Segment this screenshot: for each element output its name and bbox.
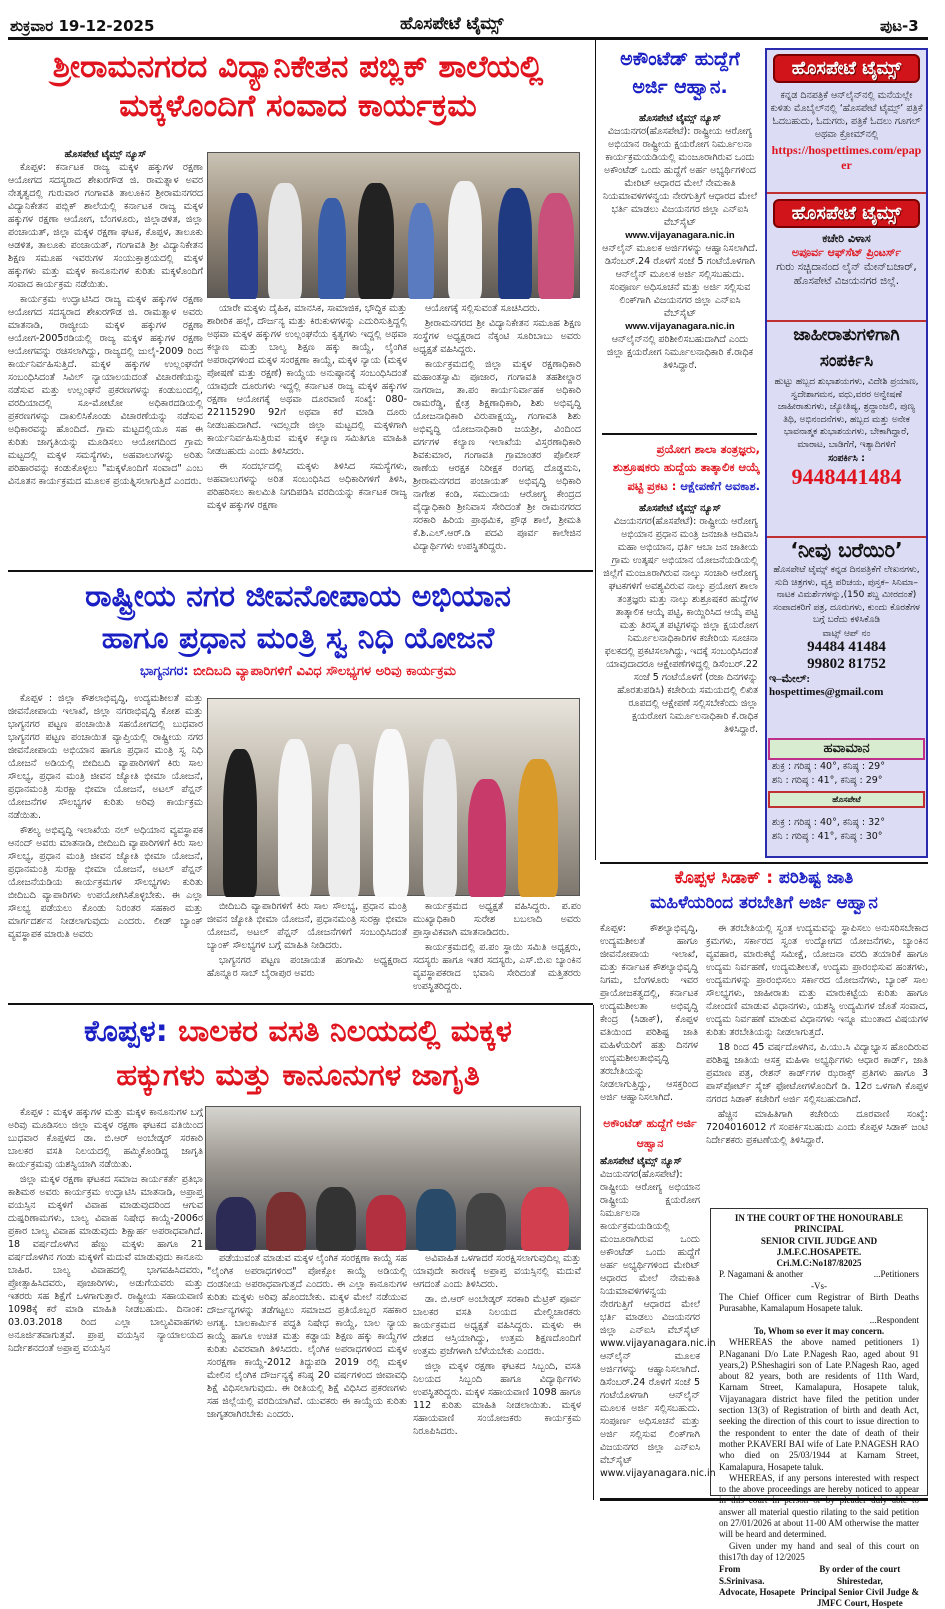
section-rule	[8, 1003, 593, 1005]
section-rule	[8, 570, 593, 572]
byline: ಹೊಸಪೇಟೆ ಟೈಮ್ಸ್ ನ್ಯೂಸ್	[600, 1156, 682, 1167]
paragraph: ಆನ್‌ಲೈನ್‌ನಲ್ಲಿ ಪರಿಶೀಲಿಸಬಹುದಾಗಿದೆ ಎಂದು ಜಿಲ್ಲಾ ಕ್ಷಯರೋಗ ನಿರ್ಮೂಲನಾಧಿಕಾರಿ ಕೆ.ರಾಧಿಕ ತಿಳಿಸಿದ್ದಾರೆ.	[606, 334, 754, 371]
court-from	[719, 1564, 795, 1609]
order-line: Shirestedar,	[836, 1575, 883, 1586]
petitioner: P. Nagamani & another	[719, 1269, 803, 1280]
article2-col1	[8, 692, 203, 998]
paragraph: ಆಯೋಗಕ್ಕೆ ಸಲ್ಲಿಸುವಂತೆ ಸೂಚಿಸಿದರು.	[425, 303, 541, 314]
case-number: Cri.M.C:No187/82025	[776, 1258, 862, 1269]
article2-col3	[413, 900, 581, 1000]
whatsapp-phone: 99802 81752	[807, 655, 886, 672]
court-head: SENIOR CIVIL JUDGE AND J.M.F.C.HOSAPETE.	[760, 1235, 878, 1257]
respondent: The Chief Officer cum Registrar of Birth Deaths Purasabhe, Kamalapum Hosapete taluk.	[719, 1292, 919, 1314]
event-photo	[207, 698, 580, 896]
title-line: ಪ್ರಯೋಗ ಶಾಲಾ ತಂತ್ರಜ್ಞರು,	[656, 442, 760, 456]
headline-blue: ಪರಿಶಿಷ್ಟ ಜಾತಿ	[778, 868, 854, 888]
issue-date: ಶುಕ್ರವಾರ 19-12-2025	[10, 17, 155, 35]
title-line: ಶುಶ್ರೂಷಕರು ಹುದ್ದೆಯ ತಾತ್ಕಾಲಿಕ ಆಯ್ಕೆ	[612, 460, 760, 475]
contact-label: ಸಂಪರ್ಕಿಸಿ :	[828, 453, 865, 464]
weather-row: ಶುಕ್ರ : ಗರಿಷ್ಠ : 40°, ಕನಿಷ್ಠ : 32°	[772, 817, 885, 828]
ads-text: ಹುಟ್ಟು ಹಬ್ಬದ ಶುಭಾಶಯಗಳು, ವಿದೇಶಿ ಪ್ರಯಾಣ, ಸ್ವದೇಶಾಗಮನ, ವಧು,ವರರ ಅನ್ವೇಷಣೆ ಜಾಹೀರಾತುಗಳು, ಜ್ಯೋತಿಷ್ಯ, ಶ್ರದ್ಧಾಂಜಲಿ, ಪುಣ್ಯ ತಿಥಿ, ಅಭಿನಂದನೆಗಳು, ಹಬ್ಬದ ಮತ್ತು ಅನೇಕ ಭಾವನಾತ್ಮಕ ಶುಭಾಶಯಗಳು, ಬೇಕಾಗಿದ್ದಾರೆ, ಮಾರಾಟ, ಬಾಡಿಗೆಗೆ, ಇತ್ಯಾದಿಗಳಿಗೆ	[774, 377, 919, 450]
title-line: ಅರ್ಜಿ ಆಹ್ವಾನ.	[632, 75, 728, 98]
article3-headline	[8, 1010, 588, 1097]
cidak-headline	[600, 866, 928, 915]
paragraph: 18 ರಿಂದ 45 ವರ್ಷದೊಳಗಿನ, ಪಿ.ಯು.ಸಿ ವಿದ್ಯಾಭ್ಯಾಸ ಹೊಂದಿರುವ ಪರಿಶಿಷ್ಟ ಜಾತಿಯ ಆಸಕ್ತ ಮಹಿಳಾ ಅಭ್ಯರ್ಥಿಗಳು ಆಧಾರ ಕಾರ್ಡ್, ಜಾತಿ ಪ್ರಮಾಣ ಪತ್ರ, ರೇಶನ್ ಕಾರ್ಡ್‌ಗಳ ಝರಾಕ್ಸ್ ಪ್ರತಿಗಳು ಹಾಗೂ 3 ಪಾಸ್‌ಪೋರ್ಟ್ ಸೈಜ್ ಫೋಟೋಗಳೊಂದಿಗೆ ಡಿ. 12ರ ಒಳಗಾಗಿ ಕೊಪ್ಪಳ ನಗರದ ಸಿಡಾಕ್ ಕಚೇರಿಗೆ ಅರ್ಜಿ ಸಲ್ಲಿಸಬಹುದಾಗಿದೆ.	[706, 1042, 928, 1105]
weather-title: ಹವಾಮಾನ	[768, 738, 925, 760]
paragraph: ಡಾ. ಬಿ.ಆರ್ ಅಂಬೇಡ್ಕರ್ ಸರಕಾರಿ ಮೆಟ್ರಿಕ್ ಪೂರ್ವ ಬಾಲಕರ ವಸತಿ ನಿಲಯದ ಮೇಲ್ವಿಚಾರಕರು ಕಾರ್ಯಕ್ರಮದ ಅಧ್ಯಕ್ಷತೆ ವಹಿಸಿದ್ದರು. ಮಕ್ಕಳು ಈ ದೇಶದ ಆಸ್ತಿಯಾಗಿದ್ದು, ಉತ್ತಮ ಶಿಕ್ಷಣದೊಂದಿಗೆ ಉತ್ತಮ ಪ್ರಜೆಗಳಾಗಿ ಬೆಳೆಯಬೇಕು ಎಂದರು.	[413, 1294, 581, 1357]
column-divider	[595, 40, 596, 860]
petitioner-role: ...Petitioners	[873, 1269, 919, 1280]
headline-red: ಕೊಪ್ಪಳ ಸಿಡಾಕ್ :	[674, 868, 773, 888]
article1-col1	[8, 148, 203, 562]
page-number: ಪುಟ-3	[880, 17, 919, 35]
paragraph: ಕೊಪ್ಪಳ : ಜಿಲ್ಲಾ ಕೌಶಲಾಭಿವೃದ್ಧಿ, ಉದ್ಯಮಶೀಲತೆ ಮತ್ತು ಜೀವನೋಪಾಯ ಇಲಾಖೆ, ಜಿಲ್ಲಾ ನಗರಾಭಿವೃದ್ಧಿ ಕೋಶ ಮತ್ತು ಭಾಗ್ಯನಗರ ಪಟ್ಟಣ ಪಂಚಾಯಿತಿ ಸಹಯೋಗದಲ್ಲಿ ಬುಧವಾರ ಭಾಗ್ಯನಗರ ಪಟ್ಟಣ ಪಂಚಾಯಿತ ವ್ಯಾಪ್ತಿಯಲ್ಲಿ ರಾಷ್ಟ್ರೀಯ ನಗರ ಜೀವನೋಪಾಯ ಅಭಿಯಾನ ಹಾಗೂ ಪ್ರಧಾನ ಮಂತ್ರಿ ಸ್ವ ನಿಧಿ ಯೋಜನೆ ಅಡಿಯಲ್ಲಿ ಬೀದಿಬದಿ ವ್ಯಾಪಾರಿಗಳಿಗೆ ಕಿರು ಸಾಲ ಸೌಲಭ್ಯ, ಪ್ರಧಾನ ಮಂತ್ರಿ ಜೀವನ ಜ್ಯೋತಿ ಭೀಮಾ ಯೋಜನೆ, ಪ್ರಧಾನಮಂತ್ರಿ ಸುರಕ್ಷಾ ಭೀಮಾ ಯೋಜನೆ, ಅಟಲ್ ಪೆನ್ಷನ್ ಯೋಜನೆಗಳ ಸೌಲಭ್ಯಗಳ ಕುರಿತು ಅರಿವು ಕಾರ್ಯಕ್ರಮ ನಡೆಯಿತು.	[8, 693, 203, 821]
paragraph: Given under my hand and seal of this court on this17th day of 12/2025	[719, 1540, 919, 1562]
article1-headline	[8, 48, 588, 126]
byline: ಹೊಸಪೇಟೆ ಟೈಮ್ಸ್ ನ್ಯೂಸ್	[639, 503, 721, 514]
write-title: ‘ನೀವು ಬರೆಯಿರಿ’	[790, 538, 903, 562]
cidak-left	[600, 922, 698, 1110]
byline: ಹೊಸಪೇಟೆ ಟೈಮ್ಸ್ ನ್ಯೂಸ್	[64, 149, 147, 160]
weather	[768, 738, 925, 844]
footer-rule	[600, 1498, 928, 1501]
section-rule	[602, 433, 757, 435]
paragraph: ಕಾರ್ಯಕ್ರಮ ಉದ್ಘಾಟಿಸಿದ ರಾಜ್ಯ ಮಕ್ಕಳ ಹಕ್ಕುಗಳ ರಕ್ಷಣಾ ಆಯೋಗದ ಸದಸ್ಯರಾದ ಶೇಖರಗೌಡ ಜಿ. ರಾಮತ್ನಾಳ ಅವರು ಮಾತನಾಡಿ, ರಾಜ್ಯೀಯ ಮಕ್ಕಳ ಹಕ್ಕುಗಳ ರಕ್ಷಣಾ ಆಯೋಗ-2005ರಡಿಯಲ್ಲಿ ರಾಜ್ಯ ಮಕ್ಕಳ ಹಕ್ಕುಗಳ ರಕ್ಷಣಾ ಆಯೋಗವನ್ನು ರಚಿಸಲಾಗಿದ್ದು, ರಾಜ್ಯದಲ್ಲಿ ಜುಲೈ-2009 ರಿಂದ ಕಾರ್ಯನಿರ್ವಹಿಸುತ್ತಿದೆ. ಮಕ್ಕಳ ಹಕ್ಕುಗಳ ಉಲ್ಲಂಘನೆಗೆ ಸಂಬಂಧಿಸಿದಂತೆ ಸಿವಿಲ್ ನ್ಯಾಯಾಲಯದಂತೆ ವಿಚಾರಣೆಯನ್ನು ನಡೆಸುವ ಮತ್ತು ಉಲ್ಲಂಘನೆ ಪ್ರಕರಣಗಳನ್ನು ಕಂಡುಬಂದಲ್ಲಿ, ವರದಿಯಾದಲ್ಲಿ ಸೂ-ಮೋಟೋ ಅಧಿಕಾರದಡಿಯಲ್ಲಿ ಪ್ರಕರಣಗಳನ್ನು ದಾಖಲಿಸಿಕೊಂಡು ವಿಚಾರಣೆಯನ್ನು ನಡೆಸುವ ಅಧಿಕಾರವನ್ನು ಹೊಂದಿದೆ. ಗ್ರಾಮ ಮಟ್ಟದಲ್ಲಿಯೂ ಸಹ ಈ ಕುರಿತು ಜಾಗೃತಿಯನ್ನು ಮೂಡಿಸಲು ಆಯೋಗದಿಂದ ಗ್ರಾಮ ಮಟ್ಟದಲ್ಲಿ ಮಕ್ಕಳ ಸಮಸ್ಯೆಗಳು, ಅಹವಾಲುಗಳನ್ನು ಅರಿತು ಪರಿಹಾರವನ್ನು ಕಂಡುಕೊಳ್ಳಲು "ಮಕ್ಕಳೊಂದಿಗೆ ಸಂವಾದ" ಎಂಬ ವಿನೂತನ ಕಾರ್ಯಕ್ರಮದ ಮೂಲಕ ಪ್ರಯತ್ನಿಸಲಾಗುತ್ತಿದೆ ಎಂದರು.	[8, 294, 203, 487]
weather-city: ಹೊಸಪೇಟೆ	[768, 791, 925, 808]
court-order	[801, 1564, 919, 1609]
versus: -Vs-	[811, 1280, 827, 1291]
event-photo	[207, 152, 580, 298]
headline-line	[8, 1010, 588, 1054]
headline-blue: ಮಹಿಳೆಯರಿಂದ ತರಬೇತಿಗೆ ಅರ್ಜಿ ಆಹ್ವಾನ	[650, 892, 878, 913]
paragraph: ವಿಜಯನಗರ(ಹೊಸಪೇಟೆ): ರಾಷ್ಟ್ರೀಯ ಆರೋಗ್ಯ ಅಭಿಯಾನ ರಾಷ್ಟ್ರೀಯ ಕ್ಷಯರೋಗ ನಿರ್ಮೂಲನಾ ಕಾರ್ಯಕ್ರಮಯಡಿಯಲ್ಲಿ ಮಂಜೂರಾಗಿರುವ ಒಂದು ಅಕೌಂಟೆಡ್ ಒಂದು ಹುದ್ದೆಗೆ ಅರ್ಹ ಅಭ್ಯರ್ಥಿಗಳಿಂದ ಮೇರಿಟ್ ಆಧಾರದ ಮೇಲೆ ನೇಮಕಾತಿ ನಿಯಮಾವಳಿಗಳನ್ವಯ ನೇರಗುತ್ತಿಗೆ ಆಧಾರದ ಮೇಲೆ ಭರ್ತಿ ಮಾಡಲು ವಿಜಯನಗರ ಜಿಲ್ಲಾ ಎನ್‌ಐಸಿ ವೆಬ್‌ಸೈಟ್ www.vijayanagara.nic.in ಆನ್‌ಲೈನ್ ಮೂಲಕ ಅರ್ಜಿಗಳನ್ನು ಆಹ್ವಾನಿಸಲಾಗಿದೆ. ಡಿಸೆಂಬರ್.24 ರೊಳಗೆ ಸಂಜೆ 5 ಗಂಟೆಯೊಳಗಾಗಿ ಆನ್‌ಲೈನ್ ಮೂಲಕ ಅರ್ಜಿ ಸಲ್ಲಿಸಬಹುದು. ಸಂಪೂರ್ಣ ಅಧಿಸೂಚನೆ ಮತ್ತು ಅರ್ಜಿ ಸಲ್ಲಿಸುವ ಲಿಂಕ್‌ಗಾಗಿ ವಿಜಯನಗರ ಜಿಲ್ಲಾ ಎನ್‌ಐಸಿ ವೆಬ್‌ಸೈಟ್ www.vijayanagara.nic.in	[600, 1169, 716, 1479]
article1-col2	[207, 302, 407, 562]
website-link[interactable]: www.vijayanagara.nic.in	[625, 321, 735, 332]
paragraph: ಅವಿವಾಹಿತ ಒಳಗಾದರೆ ಸಂರಕ್ಷಿಸಲಾಗುವುದಿಲ್ಲ ಮತ್ತು ಯಾವುದೇ ಕಾರಣಕ್ಕೆ ಅಪ್ರಾಪ್ತ ವಯಸ್ಸಿನಲ್ಲಿ ಮದುವೆ ಆಗದಂತೆ ಎಂದು ತಿಳಿಸಿದರು.	[413, 1253, 582, 1290]
ads-title: ಸಂಪರ್ಕಿಸಿ	[819, 351, 874, 371]
article2-col2	[207, 900, 407, 1000]
title-tail: ಆಕ್ಷೇಪಣೆಗೆ ಅವಕಾಶ.	[680, 478, 760, 493]
court-head: IN THE COURT OF THE HONOURABLE PRINCIPAL	[734, 1213, 904, 1235]
ads-phone: 9448441484	[791, 464, 902, 489]
accountant-title	[600, 46, 760, 101]
accountant-body	[602, 112, 758, 430]
hospet-times-logo: ಹೊಸಪೇಟೆ ಟೈಮ್ಸ್	[773, 54, 920, 83]
article2-headline	[8, 576, 588, 660]
byline: ಹೊಸಪೇಟೆ ಟೈಮ್ಸ್ ನ್ಯೂಸ್	[639, 113, 721, 124]
accountant-small-body	[600, 1155, 716, 1500]
subhead-place: ಭಾಗ್ಯನಗರ:	[139, 664, 189, 679]
article2-subheadline	[8, 664, 588, 679]
article3-col2	[207, 1252, 407, 1500]
paragraph: ಕೊಪ್ಪಳ: ಕೌಶಲ್ಯಾಭಿವೃದ್ಧಿ, ಉದ್ಯಮಶೀಲತೆ ಹಾಗೂ ಜೀವನೋಪಾಯ ಇಲಾಖೆ, ಮತ್ತು ಕರ್ನಾಟಕ ಕೌಶಲ್ಯಾಭಿವೃದ್ಧಿ ನಿಗಮ, ಬೆಂಗಳೂರು ಇವರ ಪ್ರಾಯೋಜಕತ್ವದಲ್ಲಿ, ಕರ್ನಾಟಕ ಉದ್ಯಮಶೀಲತಾ ಅಭಿವೃದ್ಧಿ ಕೇಂದ್ರ (ಸಿಡಾಕ್), ಕೊಪ್ಪಳ ವತಿಯಿಂದ ಪರಿಶಿಷ್ಟ ಜಾತಿ ಮಹಿಳೆಯರಿಗೆ ಹತ್ತು ದಿನಗಳ ಉದ್ಯಮಶೀಲತಾಭಿವೃದ್ಧಿ ತರಬೇತಿಯನ್ನು ನೀಡಲಾಗುತ್ತಿದ್ದು, ಆಸಕ್ತರಿಂದ ಅರ್ಜಿ ಆಹ್ವಾನಿಸಲಾಗಿದೆ.	[600, 923, 698, 1103]
weather-row: ಶನಿ : ಗರಿಷ್ಠ : 41°, ಕನಿಷ್ಠ : 29°	[772, 775, 883, 786]
paragraph: ಕಾರ್ಯಕ್ರಮದಲ್ಲಿ ಜಿಲ್ಲಾ ಮಕ್ಕಳ ರಕ್ಷಣಾಧಿಕಾರಿ ಮಹಾಂತಸ್ವಾಮಿ ಪೂಜಾರ, ಗಂಗಾವತಿ ತಹಶೀಲ್ದಾರ ನಾಗರಾಜ, ತಾ.ಪಂ ಕಾರ್ಯನಿರ್ವಾಹಕ ಅಧಿಕಾರಿ ರಾಮರೆಡ್ಡಿ, ಕ್ಷೇತ್ರ ಶಿಕ್ಷಣಾಧಿಕಾರಿ, ಶಿಶು ಅಭಿವೃದ್ಧಿ ಯೋಜನಾಧಿಕಾರಿ ವಿರುಪಾಕ್ಷಯ್ಯ, ಗಂಗಾವತಿ ಶಿಶು ಅಭಿವೃದ್ಧಿ ಯೋಜನಾಧಿಕಾರಿ ಜಯಶ್ರೀ, ವಿಂದಿಂದ ವರ್ಗಗಳ ಕಲ್ಯಾಣ ಇಲಾಖೆಯ ವಿಸ್ತರಣಾಧಿಕಾರಿ ಶಿವಕುಮಾರ, ಗಂಗಾವತಿ ಗ್ರಾಮಾಂತರ ಪೊಲೀಸ್ ಠಾಣೆಯ ಆರಕ್ಷಕ ನಿರೀಕ್ಷಕ ರಂಗಪ್ಪ ದೊಡ್ಡಮನಿ, ಶ್ರೀರಾಮನಗರದ ಪಂಚಾಯತ್ ಅಭಿವೃದ್ಧಿ ಅಧಿಕಾರಿ ನಾಗೇಶ ಕಂಡಿ, ಸಮುದಾಯ ಆರೋಗ್ಯ ಕೇಂದ್ರದ ವೈದ್ಯಾಧಿಕಾರಿ ಶ್ರೀನಿವಾಸ ಸೇರಿದಂತೆ ಶ್ರೀ ರಾಮನಗರದ ಸರಕಾರಿ ಹಿರಿಯ ಪ್ರಾಥಮಿಕ, ಪ್ರೌಢ ಶಾಲೆ, ಶ್ರೀಮತಿ ಕೆ.ಶಿ.ಎಲ್.ಆರ್.ಡಿ ಪದವಿ ಪೂರ್ವ ಕಾಲೇಜಿನ ವಿದ್ಯಾರ್ಥಿಗಳು ಉಪಸ್ಥಿತರಿದ್ದರು.	[413, 359, 581, 552]
weather-row: ಶನಿ : ಗರಿಷ್ಠ : 41°, ಕನಿಷ್ಠ : 30°	[772, 831, 883, 842]
from-line: Advocate, Hosapete	[719, 1586, 795, 1597]
cidak-right	[706, 922, 928, 1206]
office-ad	[767, 195, 926, 288]
paragraph: WHEREAS, if any persons interested with respect to the above proceedings are hereby noticed to appear answer all material questio rilating to the said petition on 27/01/2026 at about 11-00 AM otherwise the matter will be heard and determined.	[719, 1472, 919, 1540]
from-line: S.Srinivasa.	[719, 1575, 765, 1586]
headline-place: ಕೊಪ್ಪಳ:	[84, 1014, 168, 1049]
office-address: ಗುರು ಸಚ್ಚಿದಾನಂದ ಲೈನ್ ಮೇನ್‌ಬಜಾರ್, ಹೊಸಪೇಟೆ ವಿಜಯನಗರ ಜಿಲ್ಲೆ.	[776, 261, 917, 287]
article1-col3	[413, 302, 581, 562]
headline-line: ರಾಷ್ಟ್ರೀಯ ನಗರ ಜೀವನೋಪಾಯ ಅಭಿಯಾನ	[85, 579, 511, 614]
paragraph: ಕೊಪ್ಪಳ: ಕರ್ನಾಟಕ ರಾಜ್ಯ ಮಕ್ಕಳ ಹಕ್ಕುಗಳ ರಕ್ಷಣಾ ಆಯೋಗದ ಸದಸ್ಯರಾದ ಶೇಖರಗೌಡ ಜಿ. ರಾಮತ್ನಾಳ ಅವರ ನೇತೃತ್ವದಲ್ಲಿ ಗುರುವಾರ ಗಂಗಾವತಿ ತಾಲೂಕಿನ ಶ್ರೀರಾಮನಗರದ ವಿದ್ಯಾನಿಕೇತನ ಪಬ್ಲಿಕ್ ಶಾಲೆಯಲ್ಲಿ ಕರ್ನಾಟಕ ರಾಜ್ಯ ಮಕ್ಕಳ ಹಕ್ಕುಗಳ ರಕ್ಷಣಾ ಆಯೋಗ, ಬೆಂಗಳೂರು, ಜಿಲ್ಲಾಡಳಿತ, ಜಿಲ್ಲಾ ಪಂಚಾಯತ್, ಜಿಲ್ಲಾ ಮಕ್ಕಳ ರಕ್ಷಣಾ ಘಟಕ, ಕೊಪ್ಪಳ, ತಾಲೂಕು ಆಡಳಿತ, ತಾಲೂಕು ಪಂಚಾಯತ್, ಗಂಗಾವತಿ ಶ್ರೀ ವಿದ್ಯಾನಿಕೇತನ ಶಿಕ್ಷಣ ಸಮೂಹ ಇವರುಗಳ ಸಂಯುಕ್ತಾಶ್ರಯದಲ್ಲಿ ಮಕ್ಕಳ ಹಕ್ಕುಗಳು ಮತ್ತು ಮಕ್ಕಳ ಕಾನೂನುಗಳ ಕುರಿತು ಮಕ್ಕಳೊಂದಿಗೆ ಸಂವಾದ ಕಾರ್ಯಕ್ರಮ ನಡೆಯಿತು.	[8, 162, 203, 290]
ads-contact	[767, 322, 926, 490]
court-notice	[710, 1208, 928, 1609]
from-line: From	[719, 1564, 741, 1575]
headline-text: ಬಾಲಕರ ವಸತಿ ನಿಲಯದಲ್ಲಿ ಮಕ್ಕಳ	[178, 1014, 512, 1049]
paragraph: ಹೆಚ್ಚಿನ ಮಾಹಿತಿಗಾಗಿ ಕಚೇರಿಯ ದೂರವಾಣಿ ಸಂಖ್ಯೆ: 7204016012 ಗೆ ಸಂಪರ್ಕಿಸಬಹುದು ಎಂದು ಕೊಪ್ಪಳ ಸಿಡಾಕ್ ಜಂಟಿ ನಿರ್ದೇಶಕರು ಪ್ರಕಟಣೆಯಲ್ಲಿ ತಿಳಿಸಿದ್ದಾರೆ.	[706, 1109, 928, 1146]
masthead: ಹೊಸಪೇಟೆ ಟೈಮ್ಸ್	[400, 14, 504, 34]
paragraph: ವಿಜಯನಗರ(ಹೊಸಪೇಟೆ): ರಾಷ್ಟ್ರೀಯ ಆರೋಗ್ಯ ಅಭಿಯಾನ ರಾಷ್ಟ್ರೀಯ ಕ್ಷಯರೋಗ ನಿರ್ಮೂಲನಾ ಕಾರ್ಯಕ್ರಮಯಡಿಯಲ್ಲಿ ಮಂಜೂರಾಗಿರುವ ಒಂದು ಅಕೌಂಟೆಡ್ ಒಂದು ಹುದ್ದೆಗೆ ಅರ್ಹ ಅಭ್ಯರ್ಥಿಗಳಿಂದ ಮೇರಿಟ್ ಆಧಾರದ ಮೇಲೆ ನೇಮಕಾತಿ ನಿಯಮಾವಳಿಗಳನ್ವಯ ನೇರಗುತ್ತಿಗೆ ಆಧಾರದ ಮೇಲೆ ಭರ್ತಿ ಮಾಡಲು ವಿಜಯನಗರ ಜಿಲ್ಲಾ ಎನ್‌ಐಸಿ ವೆಬ್‌ಸೈಟ್	[602, 126, 758, 228]
subhead-text: ಬೀದಿಬದಿ ವ್ಯಾಪಾರಿಗಳಿಗೆ ವಿವಿಧ ಸೌಲಭ್ಯಗಳ ಅರಿವು ಕಾರ್ಯಕ್ರಮ	[193, 664, 457, 679]
order-line: Principal Senior Civil Judge &	[800, 1586, 919, 1597]
title-line: ಅಕೌಂಟೆಡ್ ಹುದ್ದೆಗೆ ಅರ್ಜಿ	[603, 1117, 697, 1130]
write-text: ಹೊಸಪೇಟೆ ಟೈಮ್ಸ್ ಕನ್ನಡ ದಿನಪತ್ರಿಕೆಗೆ ಲೇಖನಗಳು, ಸುದಿ ಚಿತ್ರಗಳು, ವ್ಯಕ್ತಿ ಪರಿಚಯ, ಪುಸ್ತಕ– ಸಿನಿಮಾ–ನಾಟಕ ವಿಮರ್ಶೆಗಳನ್ನು,(150 ಶಬ್ದ ಮೀರದಂತೆ) ಸಂಪಾದಕರಿಗೆ ಪತ್ರ, ದೂರುಗಳು, ಕುಂದು ಕೊರತೆಗಳ ಬಗ್ಗೆ ಬರೆದು ಕಳಿಸಿಕೊಡಿ	[773, 565, 920, 625]
paragraph: ಕೊಪ್ಪಳ : ಮಕ್ಕಳ ಹಕ್ಕುಗಳ ಮತ್ತು ಮಕ್ಕಳ ಕಾನೂನುಗಳ ಬಗ್ಗೆ ಅರಿವು ಮೂಡಿಸಲು ಜಿಲ್ಲಾ ಮಕ್ಕಳ ರಕ್ಷಣಾ ಘಟಕದ ವತಿಯಿಂದ ಬುಧವಾರ ಕೊಪ್ಪಳದ ಡಾ. ಬಿ.ಆರ್ ಅಂಬೇಡ್ಕರ್ ಸರಕಾರಿ ಬಾಲಕರ ವಸತಿ ನಿಲಯದಲ್ಲಿ ಹಮ್ಮಿಕೊಂಡಿದ್ದ ಜಾಗೃತಿ ಕಾರ್ಯಕ್ರಮವು ಯಶಸ್ವಿಯಾಗಿ ನಡೆಯಿತು.	[8, 1107, 203, 1170]
headline-line: ಮಕ್ಕಳೊಂದಿಗೆ ಸಂವಾದ ಕಾರ್ಯಕ್ರಮ	[119, 87, 477, 124]
article3-col3	[413, 1252, 581, 1500]
paragraph: ಬೀದಿಬದಿ ವ್ಯಾಪಾರಿಗಳಿಗೆ ಕಿರು ಸಾಲ ಸೌಲಭ್ಯ, ಪ್ರಧಾನ ಮಂತ್ರಿ ಜೀವನ ಜ್ಯೋತಿ ಭೀಮಾ ಯೋಜನೆ, ಪ್ರಧಾನಮಂತ್ರಿ ಸುರಕ್ಷಾ ಭೀಮಾ ಯೋಜನೆ, ಅಟಲ್ ಪೆನ್ಷನ್ ಯೋಜನೆಗಳಿಗೆ ಸಂಬಂಧಿಸಿದಂತೆ ಬ್ಯಾಂಕ್ ಸೌಲಭ್ಯಗಳ ಬಗ್ಗೆ ಮಾಹಿತಿ ನೀಡಿದರು.	[207, 901, 407, 951]
section-rule	[600, 862, 928, 864]
paragraph: ವಿಜಯನಗರ(ಹೊಸಪೇಟೆ): ರಾಷ್ಟ್ರೀಯ ಆರೋಗ್ಯ ಅಭಿಯಾನ ಪ್ರಧಾನ ಮಂತ್ರಿ ಜನಜಾತಿ ಆದಿವಾಸಿ ಮಹಾ ಅಭಿಯಾನ, ಧರ್ತಿ ಆಬಾ ಜನ ಜಾತೀಯ ಗ್ರಾಮ ಉತ್ಕರ್ಷ ಅಭಿಯಾನ ಯೋಜನೆಯಡಿಯಲ್ಲಿ ಜಿಲ್ಲೆಗೆ ಮಂಜೂರಾಗಿರುವ ನಾಲ್ಕು ಸಂಚಾರಿ ಆರೋಗ್ಯ ಘಟಕಗಳಿಗೆ ಅವಶ್ಯವಿರುವ ನಾಲ್ಕು ಪ್ರಯೋಗ ಶಾಲಾ ತಂತ್ರಜ್ಞರು ಮತ್ತು ನಾಲ್ಕು ಶುಶ್ರೂಷಕರ ಹುದ್ದೆಗಳ ತಾತ್ಕಾಲಿಕ ಆಯ್ಕೆ ಪಟ್ಟಿ, ಕಾಯ್ದಿರಿಸಿದ ಆಯ್ಕೆ ಪಟ್ಟಿ ಮತ್ತು ತಿರಸ್ಕೃತ ಪಟ್ಟಿಗಳನ್ನು ಜಿಲ್ಲಾ ಕ್ಷಯರೋಗ ನಿರ್ಮೂಲನಾಧಿಕಾರಿಗಳ ಕಚೇರಿಯ ಸೂಚನಾ ಫಲಕದಲ್ಲಿ ಪ್ರಕಟಿಸಲಾಗಿದ್ದು, ಇದಕ್ಕೆ ಸಂಬಂಧಿಸಿದಂತೆ ಯಾವುದಾದರೂ ಆಕ್ಷೇಪಣೆಗಳಿದ್ದಲ್ಲಿ ಡಿಸೆಂಬರ್.22 ಸಂಜೆ 5 ಗಂಟೆಯೊಳಗೆ (ರಜಾ ದಿನಗಳನ್ನು ಹೊರತುಪಡಿಸಿ) ಕಚೇರಿಯ ಸಮಯದಲ್ಲಿ ಲಿಖಿತ ರೂಪದಲ್ಲಿ ಆಕ್ಷೇಪಣೆ ಸಲ್ಲಿಸಬೇಕೆಂದು ಜಿಲ್ಲಾ ಕ್ಷಯರೋಗ ನಿರ್ಮೂಲನಾಧಿಕಾರಿ ಕೆ.ರಾಧಿಕ ತಿಳಿಸಿದ್ದಾರೆ.	[603, 516, 758, 735]
court-to: To, Whom so ever it may concern.	[753, 1325, 885, 1336]
paragraph: ಕೌಶಲ್ಯ ಅಭಿವೃದ್ಧಿ ಇಲಾಖೆಯ ನಲ್ ಅಧಿಯಾನ ವ್ಯವಸ್ಥಾಪಕ ಆನಂದ್ ಅವರು ಮಾತನಾಡಿ, ಬೀದಿಬದಿ ವ್ಯಾಪಾರಿಗಳಿಗೆ ಕಿರು ಸಾಲ ಸೌಲಭ್ಯ, ಪ್ರಧಾನ ಮಂತ್ರಿ ಜೀವನ ಜ್ಯೋತಿ ಭೀಮಾ ಯೋಜನೆ, ಪ್ರಧಾನಮಂತ್ರಿ ಸುರಕ್ಷಾ ಭೀಮಾ ಯೋಜನೆ, ಅಟಲ್ ಪೆನ್ಷನ್ ಯೋಜನೆಯಡಿಯ ಕಾರ್ಯಕ್ರಮಗಳ ಸೌಲಭ್ಯಗಳು ಕುರಿತು ಬೀದಿಬದಿ ವ್ಯಾಪಾರಿಗಳು ಉಪಯೋಗಿಸಿಕೊಳ್ಳಬೇಕು. ಈ ಎಲ್ಲಾ ಸೌಲಭ್ಯ ಪಡೆಯಲು ಕೊಂಡು ನಿರಂತರ ಸಹಕಾರ ಮತ್ತು ಮಾರ್ಗದರ್ಶನ ನೀಡಲಾಗುವುದು ಎಂದರು. ಲೀಡ್ ಬ್ಯಾಂಕ್ ವ್ಯವಸ್ಥಾಪಕ ಮಾರುತಿ ಅವರು	[8, 825, 203, 940]
paragraph: ಪಡೆಯುವಂತೆ ಮಾಡುವ ಮಕ್ಕಳ ಲೈಂಗಿಕ ಸಂರಕ್ಷಣಾ ಕಾಯ್ದೆ ಸಹ "ಲೈಂಗಿಕ ಅಪರಾಧಗಳಿಂದ" ಪೋಕ್ಸೋ ಕಾಯ್ದೆ ಅಡಿಯಲ್ಲಿ ದಂಡನೀಯ ಅಪರಾಧವಾಗುತ್ತದೆ ಎಂದರು. ಈ ಎಲ್ಲಾ ಕಾನೂನುಗಳ ಕುರಿತು ಮಕ್ಕಳು ಅರಿವು ಹೊಂದಬೇಕು. ಮಕ್ಕಳ ಮೇಲೆ ನಡೆಯುವ ದೌರ್ಜನ್ಯಗಳನ್ನು ತಡೆಗಟ್ಟಲು ಸಮಾಜದ ಪ್ರತಿಯೊಬ್ಬರ ಸಹಕಾರ ಅಗತ್ಯ. ಬಾಲಕಾರ್ಮಿಕ ಪದ್ಧತಿ ನಿಷೇಧ ಕಾಯ್ದೆ, ಬಾಲ ನ್ಯಾಯ ಕಾಯ್ದೆ ಹಾಗೂ ಉಚಿತ ಮತ್ತು ಕಡ್ಡಾಯ ಶಿಕ್ಷಣ ಹಕ್ಕು ಕಾಯ್ದೆಗಳ ಕುರಿತು ವಿವರವಾಗಿ ತಿಳಿಸಿದರು. ಲೈಂಗಿಕ ಅಪರಾಧಗಳಿಂದ ಮಕ್ಕಳ ಸಂರಕ್ಷಣಾ ಕಾಯ್ದೆ-2012 ತಿದ್ದುಪಡಿ 2019 ರಲ್ಲಿ ಮಕ್ಕಳ ಮೇಲಿನ ಲೈಂಗಿಕ ದೌರ್ಜನ್ಯಕ್ಕೆ ಕನಿಷ್ಠ 20 ವರ್ಷಗಳಿಂದ ಜೀವಾವಧಿ ಶಿಕ್ಷೆ ವಿಧಿಸಲಾಗುವುದು. ಈ ರೀತಿಯಲ್ಲಿ ಶಿಕ್ಷೆ ವಿಧಿಸಿದ ಪ್ರಕರಣಗಳು ಸಹ ಜಿಲ್ಲೆಯಲ್ಲಿ ವರದಿಯಾಗಿವೆ. ಯುವಕರು ಈ ಕಾಯ್ದೆಯ ಕುರಿತು ಜಾಗೃತರಾಗಿರಬೇಕು ಎಂದರು.	[207, 1253, 407, 1420]
header-rule	[8, 37, 928, 40]
lab-notice-body	[602, 502, 758, 854]
paragraph: ಜಿಲ್ಲಾ ಮಕ್ಕಳ ರಕ್ಷಣಾ ಘಟಕದ ಸಿಬ್ಬಂದಿ, ವಸತಿ ನಿಲಯದ ಸಿಬ್ಬಂದಿ ಹಾಗೂ ವಿದ್ಯಾರ್ಥಿಗಳು ಉಪಸ್ಥಿತರಿದ್ದರು. ಮಕ್ಕಳ ಸಹಾಯವಾಣಿ 1098 ಹಾಗೂ 112 ಕುರಿತು ಮಾಹಿತಿ ನೀಡಲಾಯಿತು. ಮಕ್ಕಳ ಸಹಾಯವಾಣಿ ಸಂಯೋಜಕರು ಕಾರ್ಯಕ್ರಮ ನಿರೂಪಿಸಿದರು.	[413, 1361, 581, 1437]
website-link[interactable]: www.vijayanagara.nic.in	[625, 230, 735, 241]
press-name: ಅಪೂರ್ವ ಆಫ್‌ಸೆಟ್ ಪ್ರಿಂಟರ್ಸ್	[791, 246, 902, 259]
epaper-text: ಕನ್ನಡ ದಿನಪತ್ರಿಕೆ ಆನ್‌ಲೈನ್‌ನಲ್ಲಿ ಮನೆಯಲ್ಲೇ ಕುಳಿತು ಮೊಬೈಲ್‌ನಲ್ಲಿ ‘ಹೊಸಪೇಟೆ ಟೈಮ್ಸ್’ ಪತ್ರಿಕೆ ಓದಬಹುದು, ಓದುಗರು, ಪತ್ರಿಕೆ ಓದಲು ಗೂಗಲ್ ಅಥವಾ ಕ್ರೋಮ್‌ನಲ್ಲಿ	[770, 90, 923, 140]
email[interactable]: ಇ–ಮೇಲ್: hospettimes@gmail.com	[769, 672, 884, 698]
paragraph: ಕಾರ್ಯಕ್ರಮದಲ್ಲಿ ಪ.ಪಂ ಸ್ಥಾಯಿ ಸಮಿತಿ ಅಧ್ಯಕ್ಷರು, ಸದಸ್ಯರು ಹಾಗೂ ಇತರ ಸದಸ್ಯರು, ಎಸ್.ಬಿ.ಐ ಬ್ಯಾಂಕಿನ ವ್ಯವಸ್ಥಾಪಕರಾದ ಭವಾನಿ ಸೇರಿದಂತೆ ಮತ್ತಿತರರು ಉಪಸ್ಥಿತರಿದ್ದರು.	[413, 942, 581, 992]
divider	[767, 192, 926, 194]
paragraph: ಈ ಸಂದರ್ಭದಲ್ಲಿ ಮಕ್ಕಳು ತಿಳಿಸಿದ ಸಮಸ್ಯೆಗಳು, ಅಹವಾಲುಗಳನ್ನು ಅರಿತ ಸಂಬಂಧಿಸಿದ ಅಧಿಕಾರಿಗಳಿಗೆ ತಿಳಿಸಿ, ಪರಿಹರಿಸಲು ಕಾಲಮಿತಿ ನಿಗದಿಪಡಿಸಿ ವರದಿಯನ್ನು ಕರ್ನಾಟಕ ರಾಜ್ಯ ಮಕ್ಕಳ ಹಕ್ಕುಗಳ ರಕ್ಷಣಾ	[207, 461, 407, 511]
headline-line: ಹಕ್ಕುಗಳು ಮತ್ತು ಕಾನೂನುಗಳ ಜಾಗೃತಿ	[116, 1057, 480, 1093]
paragraph: WHEREAS the above named petitioners 1) P.Naganani D/o Late P.Nagesh Rao, aged about 91 years,2) P.Sheshagiri son of Late P.Nagesh Rao, aged about 82 years, both are residents of 11th Ward, Karnam Street, Kamalapura, Hosapete taluk, Vijayanagara district have filed the petition under section 13(3) of Registration of birth and death Act, seeking the direction of this court to issue direction to the respondent to enter the date of death of their mother P.KAVERI BAI wife of Late P.NAGESH RAO who died on 25/03/1944 at Karnam Street, Kamalapura, Hosapete taluk.	[719, 1337, 919, 1472]
title-line: ಅಕೌಂಟೆಡ್ ಹುದ್ದೆಗೆ	[620, 48, 740, 70]
epaper-ad	[767, 50, 926, 173]
headline-line: ಹಾಗೂ ಪ್ರಧಾನ ಮಂತ್ರಿ ಸ್ವ ನಿಧಿ ಯೋಜನೆ	[101, 621, 495, 656]
paragraph: ಈ ತರಬೇತಿಯಲ್ಲಿ ಸ್ವಂತ ಉದ್ಯಮವನ್ನು ಸ್ಥಾಪಿಸಲು ಅನುಸರಿಸಬೇಕಾದ ಕ್ರಮಗಳು, ಸರ್ಕಾರದ ಸ್ವಂತ ಉದ್ಯೋಗದ ಯೋಜನೆಗಳು, ಬ್ಯಾಂಕಿನ ವ್ಯವಹಾರ, ಮಾರುಕಟ್ಟೆ ಸಮೀಕ್ಷೆ, ಯೋಜನಾ ವರದಿ ತಯಾರಿಕೆ ಹಾಗೂ ಉದ್ಯಮ ನಿರ್ವಹಣೆ, ಉದ್ಯಮಶೀಲತೆ, ಉದ್ಯಮ ಪ್ರಾರಂಭಿಸುವ ಹಂತಗಳು, ಉದ್ಯಮಗಳನ್ನು ಪ್ರಾರಂಭಿಸಲು ಸರ್ಕಾರದ ಯೋಜನೆಗಳು, ಬ್ಯಾಂಕ್ ಸಾಲ ಸೌಲಭ್ಯಗಳು, ಜಾಹೀರಾತು ಮತ್ತು ಮಾರುಕಟ್ಟೆಯ ಕುರಿತು ಹಾಗೂ ನೋಂದಣಿ ಮಾಡುವ ವಿಧಾನಗಳು, ಯಶಸ್ವಿ ಉದ್ಯಮಿಗಳ ಜೊತೆ ಸಂವಾದ, ಉದ್ಯಮ ನಿರ್ವಹಣೆ ಮಾಡುವ ವಿಧಾನಗಳು ಇನ್ನೂ ಮುಂತಾದ ವಿಷಯಗಳ ಕುರಿತು ತರಬೇತಿಯನ್ನು ನೀಡಲಾಗುತ್ತದೆ.	[706, 923, 928, 1038]
order-line: By order of the court	[819, 1564, 901, 1575]
ads-title: ಜಾಹೀರಾತುಗಳಿಗಾಗಿ	[793, 325, 900, 345]
lab-notice-title	[600, 440, 760, 495]
office-label: ಕಚೇರಿ ವಿಳಾಸ	[822, 232, 871, 245]
paragraph: ಜಿಲ್ಲಾ ಮಕ್ಕಳ ರಕ್ಷಣಾ ಘಟಕದ ಸಮಾಜ ಕಾರ್ಯಕರ್ತೆ ಪ್ರತಿಭಾ ಕಾಶಿಮಠ ಅವರು ಕಾರ್ಯಕ್ರಮ ಉದ್ಘಾಟಿಸಿ ಮಾತನಾಡಿ, ಅಪ್ರಾಪ್ತ ವಯಸ್ಸಿನ ಮಕ್ಕಳಿಗೆ ವಿವಾಹ ಮಾಡುವುದರಿಂದ ಆಗುವ ದುಷ್ಪರಿಣಾಮಗಳು, ಬಾಲ್ಯ ವಿವಾಹ ನಿಷೇಧ ಕಾಯ್ದೆ-2006ರ ಪ್ರಕಾರ ಬಾಲ್ಯ ವಿವಾಹ ಮಾಡುವುದು ಶಿಕ್ಷಾರ್ಹ ಅಪರಾಧವಾಗಿದೆ. 18 ವರ್ಷದೊಳಗಿನ ಹೆಣ್ಣು ಮಕ್ಕಳು ಹಾಗೂ 21 ವರ್ಷದೊಳಗಿನ ಗಂಡು ಮಕ್ಕಳಿಗೆ ಮದುವೆ ಮಾಡುವುದು ಕಾನೂನು ಬಾಹಿರ. ಬಾಲ್ಯ ವಿವಾಹದಲ್ಲಿ ಭಾಗವಹಿಸಿದವರು, ಪ್ರೋತ್ಸಾಹಿಸಿದವರು, ಪೂಜಾರಿಗಳು, ಅಡುಗೆಯವರು ಮತ್ತು ಇತರರು ಸಹ ಶಿಕ್ಷೆಗೆ ಒಳಗಾಗುತ್ತಾರೆ. ರಾಷ್ಟ್ರೀಯ ಸಹಾಯವಾಣಿ 1098ಕ್ಕೆ ಕರೆ ಮಾಡಿ ಮಾಹಿತಿ ನೀಡಬಹುದು. ದಿನಾಂಕ: 03.03.2018 ರಿಂದ ಎಲ್ಲಾ ಬಾಲ್ಯವಿವಾಹಗಳು ಅನೂರ್ಜಿತವಾಗುತ್ತವೆ. ಪ್ರಾಪ್ತ ವಯಸ್ಸಿನ ನ್ಯಾಯಾಲಯದ ನಿರ್ದೇಶನದಂತೆ ಅಪ್ರಾಪ್ತ ವಯಸ್ಸಿನ	[8, 1174, 203, 1354]
paragraph: ಭಾಗ್ಯನಗರ ಪಟ್ಟಣ ಪಂಚಾಯತ ಹಂಗಾಮಿ ಅಧ್ಯಕ್ಷರಾದ ಹೊನ್ನೂರ ಸಾಬ್ ಬೈರಾಪುರ ಅವರು	[207, 955, 407, 979]
article3-col1	[8, 1106, 203, 1500]
headline-line: ಶ್ರೀರಾಮನಗರದ ವಿದ್ಯಾನಿಕೇತನ ಪಬ್ಲಿಕ್ ಶಾಲೆಯಲ್ಲಿ	[52, 49, 544, 85]
event-photo	[205, 1106, 581, 1250]
paragraph: ಶ್ರೀರಾಮನಗರದ ಶ್ರೀ ವಿದ್ಯಾನಿಕೇತನ ಸಮೂಹ ಶಿಕ್ಷಣ ಸಂಸ್ಥೆಗಳ ಅಧ್ಯಕ್ಷರಾದ ನೆಕ್ಕಂಟಿ ಸೂರಿಬಾಬು ಅವರು ಅಧ್ಯಕ್ಷತೆ ವಹಿಸಿದ್ದರು.	[413, 318, 581, 355]
order-line: JMFC Court, Hospete	[816, 1598, 903, 1609]
respondent-role: ...Respondent	[869, 1314, 919, 1325]
paragraph: ಯಾರೇ ಮಕ್ಕಳು ದೈಹಿಕ, ಮಾನಸಿಕ, ಸಾಮಾಜಿಕ, ಭೌದ್ಧಿಕ ಮತ್ತು ಶಾರೀರಿಕ ಹಲ್ಲೆ, ದೌರ್ಜನ್ಯ ಮತ್ತು ಕಿರುಕುಳಗಳನ್ನು ಎದುರಿಸುತ್ತಿದ್ದಲ್ಲಿ ಅಥವಾ ಮಕ್ಕಳ ಹಕ್ಕುಗಳ ಉಲ್ಲಂಘನೆಯ ಕೃತ್ಯಗಳು ಇದ್ದಲ್ಲಿ ಅಥವಾ ಕಲ್ಯಾಣ ಮತ್ತು ಬಾಲ್ಯ ಶಿಕ್ಷಣ ಹಕ್ಕು ಕಾಯ್ದೆ, ಲೈಂಗಿಕ ಅಪರಾಧಗಳಿಂದ ಮಕ್ಕಳ ಸಂರಕ್ಷಣಾ ಕಾಯ್ದೆ, ಮಕ್ಕಳ ನ್ಯಾಯ (ಮಕ್ಕಳ ಪೋಷಣೆ ಮತ್ತು ರಕ್ಷಣೆ) ಕಾಯ್ದೆಯ ಅನುಷ್ಠಾನಕ್ಕೆ ಸಂಬಂಧಿಸಿದಂತೆ ಯಾವುದೇ ದೂರುಗಳು ಇದ್ದಲ್ಲಿ ಕರ್ನಾಟಕ ರಾಜ್ಯ ಮಕ್ಕಳ ಹಕ್ಕುಗಳ ರಕ್ಷಣಾ ಆಯೋಗಕ್ಕೆ ಅಥವಾ ದೂರವಾಣಿ ಸಂಖ್ಯೆ: 080-22115290 92ಗೆ ಅಥವಾ ಕರೆ ಮಾಡಿ ದೂರು ನೀಡಬಹುದಾಗಿದೆ. ಇದಲ್ಲದೇ ಜಿಲ್ಲಾ ಮಟ್ಟದಲ್ಲಿ ಮಕ್ಕಳಿಗಾಗಿ ಕಾರ್ಯನಿರ್ವಹಿಸುತ್ತಿರುವ ಮಕ್ಕಳ ಕಲ್ಯಾಣ ಸಮಿತಿಗೂ ಮಾಹಿತಿ ನೀಡಬಹುದು ಎಂದು ತಿಳಿಸಿದರು.	[207, 303, 407, 457]
accountant-small-title	[600, 1114, 700, 1154]
whatsapp-label: ವಾಟ್ಸ್ ಆಪ್ ನಂ	[822, 628, 871, 639]
hospet-times-logo: ಹೊಸಪೇಟೆ ಟೈಮ್ಸ್	[773, 199, 920, 228]
column-divider	[593, 1005, 594, 1500]
title-line: ಆಹ್ವಾನ	[636, 1137, 664, 1150]
paragraph: ಆನ್‌ಲೈನ್ ಮೂಲಕ ಅರ್ಜಿಗಳನ್ನು ಆಹ್ವಾನಿಸಲಾಗಿದೆ. ಡಿಸೆಂಬರ್.24 ರೊಳಗೆ ಸಂಜೆ 5 ಗಂಟೆಯೊಳಗಾಗಿ ಆನ್‌ಲೈನ್ ಮೂಲಕ ಅರ್ಜಿ ಸಲ್ಲಿಸಬಹುದು. ಸಂಪೂರ್ಣ ಅಧಿಸೂಚನೆ ಮತ್ತು ಅರ್ಜಿ ಸಲ್ಲಿಸುವ ಲಿಂಕ್‌ಗಾಗಿ ವಿಜಯನಗರ ಜಿಲ್ಲಾ ಎನ್‌ಐಸಿ ವೆಬ್‌ಸೈಟ್	[602, 243, 758, 319]
paragraph: ಕಾರ್ಯಕ್ರಮದ ಅಧ್ಯಕ್ಷತೆ ವಹಿಸಿದ್ದರು. ಪ.ಪಂ ಮುಖ್ಯಾಧಿಕಾರಿ ಸುರೇಶ ಬಬಲಾದಿ ಅವರು ಪ್ರಾಸ್ತಾವಿಕವಾಗಿ ಮಾತನಾಡಿದರು.	[413, 901, 581, 938]
weather-row: ಶುಕ್ರ : ಗರಿಷ್ಠ : 40°, ಕನಿಷ್ಠ : 29°	[772, 761, 885, 772]
title-lead: ಪಟ್ಟಿ ಪ್ರಕಟ :	[627, 478, 677, 493]
whatsapp-phone: 94484 41484	[807, 638, 886, 655]
write-to-us	[767, 538, 926, 698]
epaper-link[interactable]: https://hospettimes.com/epaper	[771, 143, 922, 172]
